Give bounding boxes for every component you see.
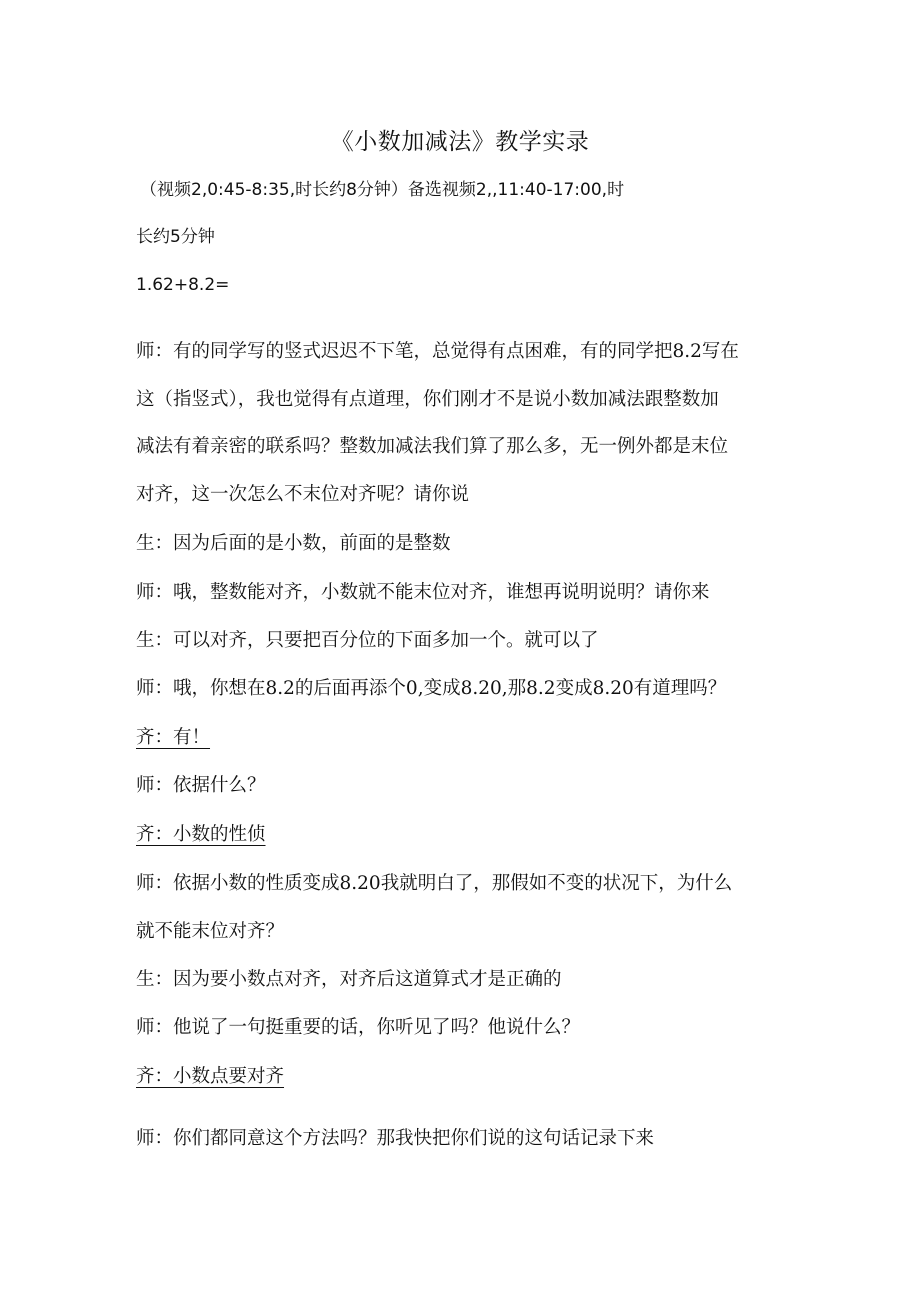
video-info-line-1: （视频2,0:45-8:35,时长约8分钟）备选视频2,,11:40-17:00,时 <box>140 180 625 200</box>
dialogue-line: 减法有着亲密的联系吗？整数加减法我们算了那么多，无一例外都是末位 <box>136 436 729 457</box>
dialogue-line-underlined: 齐：小数点要对齐 <box>136 1066 285 1087</box>
video-info-line-2: 长约5分钟 <box>136 227 215 247</box>
equation: 1.62+8.2= <box>136 275 230 295</box>
dialogue-line: 师：他说了一句挺重要的话，你听见了吗？他说什么？ <box>136 1017 581 1038</box>
dialogue-line-underlined: 齐：小数的性侦 <box>136 824 266 845</box>
dialogue-line: 这（指竖式），我也觉得有点道理，你们刚才不是说小数加减法跟整数加 <box>136 389 719 410</box>
dialogue-line: 对齐，这一次怎么不末位对齐呢？请你说 <box>136 484 470 505</box>
dialogue-line: 师：依据什么？ <box>136 775 266 796</box>
dialogue-line: 师：你们都同意这个方法吗？那我快把你们说的这句话记录下来 <box>136 1128 655 1149</box>
dialogue-line: 生：可以对齐，只要把百分位的下面多加一个。就可以了 <box>136 630 599 651</box>
dialogue-line: 就不能末位对齐？ <box>136 921 285 942</box>
document-title: 《小数加减法》教学实录 <box>330 129 590 155</box>
dialogue-line: 师：有的同学写的竖式迟迟不下笔，总觉得有点困难，有的同学把8.2写在 <box>136 341 739 362</box>
dialogue-line: 生：因为后面的是小数，前面的是整数 <box>136 533 451 554</box>
dialogue-line: 师：依据小数的性质变成8.20我就明白了，那假如不变的状况下，为什么 <box>136 873 733 894</box>
dialogue-line: 生：因为要小数点对齐，对齐后这道算式才是正确的 <box>136 969 562 990</box>
dialogue-line-underlined: 齐：有！ <box>136 727 211 748</box>
dialogue-line: 师：哦，你想在8.2的后面再添个0,变成8.20,那8.2变成8.20有道理吗？ <box>136 678 727 699</box>
dialogue-line: 师：哦，整数能对齐，小数就不能末位对齐，谁想再说明说明？请你来 <box>136 582 710 603</box>
